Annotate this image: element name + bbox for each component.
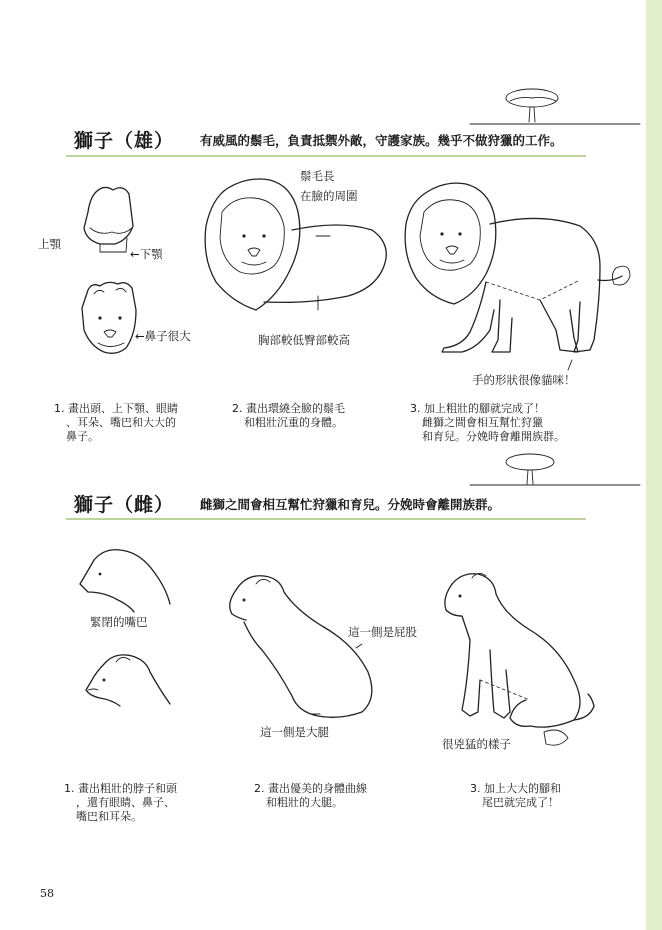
- male-head-sketch: [84, 187, 133, 252]
- annotation-this-side-thigh: 這一側是大腿: [260, 725, 329, 739]
- female-step-1-line-3: 嘴巴和耳朵。: [76, 810, 142, 823]
- male-section-rule: [66, 155, 586, 157]
- male-step-2-line-2: 和粗壯沉重的身體。: [244, 416, 343, 429]
- male-step-3: [410, 402, 565, 444]
- page-number: 58: [40, 887, 54, 900]
- annotation-fierce-look: 很兇猛的樣子: [442, 737, 511, 751]
- female-step-3: [470, 782, 561, 810]
- female-step-2: [254, 782, 367, 810]
- male-full-lion: [405, 183, 630, 370]
- female-body-sketch: [230, 576, 372, 718]
- female-section-description: 雌獅之間會相互幫忙狩獵和育兒。分娩時會離開族群。: [200, 497, 501, 512]
- female-step-2-line-1: 2. 畫出優美的身體曲線: [254, 782, 367, 795]
- female-neck-sketch: [80, 550, 170, 612]
- male-step-3-line-2: 雌獅之間會相互幫忙狩獵: [422, 416, 543, 429]
- annotation-chest-low: 胸部較低臀部較高: [258, 333, 350, 347]
- tree-icon: [470, 454, 640, 485]
- female-step-1: [64, 782, 177, 824]
- tree-icon: [470, 89, 640, 124]
- female-step-1-line-1: 1. 畫出粗壯的脖子和頭: [64, 782, 177, 795]
- annotation-mane-long-1: 鬃毛長: [300, 169, 335, 183]
- male-step-2-line-1: 2. 畫出環繞全臉的鬃毛: [232, 402, 345, 415]
- male-step-1: [54, 402, 178, 444]
- female-head-sketch: [86, 655, 170, 706]
- annotation-upper-jaw: 上顎: [38, 237, 61, 251]
- male-section-title: 獅子（雄）: [74, 130, 175, 152]
- male-step-1-line-1: 1. 畫出頭、上下顎、眼睛: [54, 402, 178, 415]
- annotation-closed-mouth: 緊閉的嘴巴: [90, 615, 148, 629]
- female-step-3-line-2: 尾巴就完成了！: [482, 796, 559, 809]
- male-head-face: [82, 282, 136, 353]
- annotation-big-nose: ←鼻子很大: [135, 329, 191, 343]
- female-step-2-line-2: 和粗壯的大腿。: [266, 796, 343, 809]
- annotation-mane-long-2: 在臉的周圍: [300, 189, 358, 203]
- male-step-3-line-3: 和育兒。分娩時會離開族群。: [422, 430, 565, 443]
- male-step-1-line-3: 鼻子。: [66, 430, 99, 443]
- male-step-3-line-1: 3. 加上粗壯的腳就完成了！: [410, 402, 545, 415]
- annotation-paw-like-cat: 手的形狀很像貓咪！: [472, 373, 576, 387]
- male-body-mane: [205, 179, 386, 310]
- female-full-lion: [445, 573, 594, 745]
- annotation-this-side-butt: 這一側是屁股: [348, 625, 417, 639]
- female-section-title: 獅子（雌）: [74, 494, 175, 516]
- male-step-1-line-2: 、耳朵、嘴巴和大大的: [66, 416, 176, 429]
- female-step-3-line-1: 3. 加上大大的腳和: [470, 782, 561, 795]
- annotation-lower-jaw: ←下顎: [130, 247, 163, 261]
- female-step-1-line-2: ，還有眼睛、鼻子、: [76, 796, 175, 809]
- male-step-2: [232, 402, 345, 430]
- male-section-description: 有威風的鬃毛，負責抵禦外敵，守護家族。幾乎不做狩獵的工作。: [200, 133, 563, 148]
- female-section-rule: [66, 518, 586, 520]
